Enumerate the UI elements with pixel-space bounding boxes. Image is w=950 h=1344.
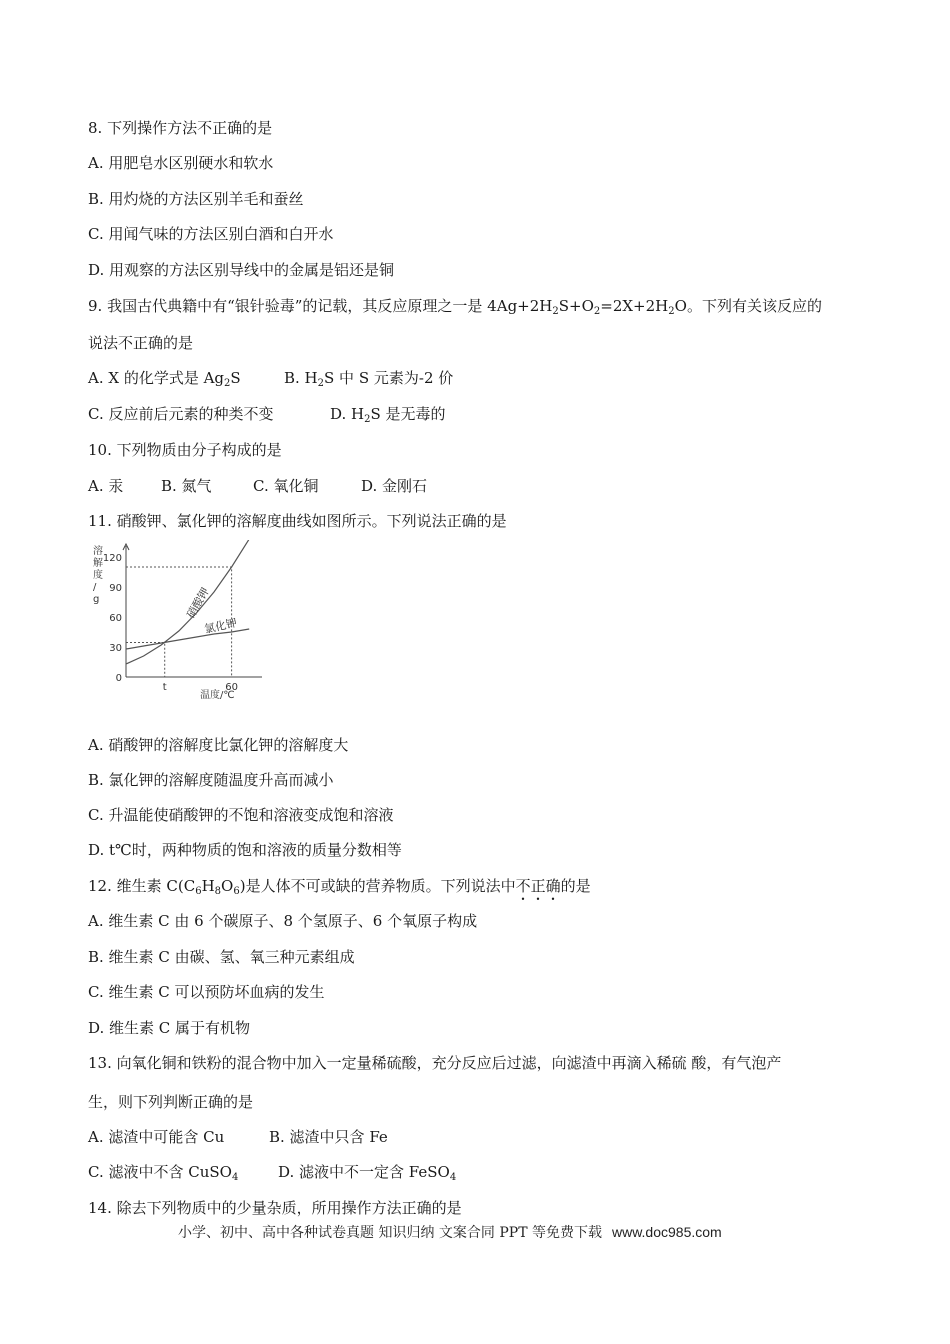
q14-stem: 14. 除去下列物质中的少量杂质，所用操作方法正确的是 xyxy=(88,1199,462,1217)
x-tick-label: t xyxy=(162,682,167,693)
series-line-potassium-chloride xyxy=(126,629,249,649)
q8-option-a: A. 用肥皂水区别硬水和软水 xyxy=(88,154,274,172)
q13-stem: 13. 向氧化铜和铁粉的混合物中加入一定量稀硫酸，充分反应后过滤，向滤渣中再滴入稀硫 酸，有气泡产 xyxy=(88,1054,782,1072)
y-tick-label: 30 xyxy=(109,643,122,654)
q9-option-c: C. 反应前后元素的种类不变 xyxy=(88,405,274,423)
q9-option-d: D. $H_2S$ 是无毒的 xyxy=(330,405,446,425)
q10-option-c: C. 氧化铜 xyxy=(253,477,319,495)
q8-option-b: B. 用灼烧的方法区别羊毛和蚕丝 xyxy=(88,190,304,208)
page-footer xyxy=(178,1222,722,1242)
q13-stem-line2: 生，则下列判断正确的是 xyxy=(88,1093,254,1111)
q10-option-b: B. 氮气 xyxy=(161,477,212,495)
y-tick-label: 90 xyxy=(109,583,122,594)
q11-option-a: A. 硝酸钾的溶解度比氯化钾的溶解度大 xyxy=(88,736,349,754)
q13-option-c: C. 滤液中不含 CuSO$_4$ xyxy=(88,1163,239,1183)
q11-stem: 11. 硝酸钾、氯化钾的溶解度曲线如图所示。下列说法正确的是 xyxy=(88,512,507,530)
q9-option-a: A. X 的化学式是 $Ag_2S$ xyxy=(88,369,241,389)
footer-url: www.doc985.com xyxy=(611,1224,722,1240)
series-label-potassium-nitrate: 硝酸钾 xyxy=(184,585,212,621)
q10-options xyxy=(88,476,870,496)
q11-option-c: C. 升温能使硝酸钾的不饱和溶液变成饱和溶液 xyxy=(88,806,394,824)
q9-stem-line2: 说法不正确的是 xyxy=(88,334,194,352)
q12-option-d: D. 维生素 C 属于有机物 xyxy=(88,1019,251,1037)
emphasis-not-correct: 不正确 xyxy=(515,877,561,895)
q13-option-a: A. 滤渣中可能含 Cu xyxy=(88,1128,225,1146)
x-tick-label: 60 xyxy=(225,682,238,693)
series-label-potassium-chloride: 氯化钾 xyxy=(203,616,239,636)
q8-option-d: D. 用观察的方法区别导线中的金属是铝还是铜 xyxy=(88,261,395,279)
y-tick-label: 0 xyxy=(115,673,122,684)
q12-stem: 12. 维生素 $C(C_6H_8O_6)$是人体不可或缺的营养物质。下列说法中不正确的是 xyxy=(88,877,591,897)
q9-options-ab xyxy=(88,368,870,388)
q10-stem: 10. 下列物质由分子构成的是 xyxy=(88,441,282,459)
q12-option-a: A. 维生素 C 由 6 个碳原子、8 个氢原子、6 个氧原子构成 xyxy=(88,912,478,930)
q11-option-b: B. 氯化钾的溶解度随温度升高而减小 xyxy=(88,771,334,789)
q8-stem: 8. 下列操作方法不正确的是 xyxy=(88,119,273,137)
x-axis-label: 温度/℃ xyxy=(200,690,235,701)
solubility-chart xyxy=(88,540,268,702)
footer-text: 小学、初中、高中各种试卷真题 知识归纳 文案合同 PPT 等免费下载 xyxy=(178,1225,602,1241)
y-tick-label: 120 xyxy=(102,553,122,564)
q10-option-a: A. 汞 xyxy=(88,477,124,495)
y-axis-label: 溶解度/ g xyxy=(93,546,103,605)
chart-series xyxy=(126,540,249,664)
q8-option-c: C. 用闻气味的方法区别白酒和白开水 xyxy=(88,225,334,243)
q13-options-ab xyxy=(88,1127,870,1147)
q13-options-cd xyxy=(88,1162,870,1182)
q10-option-d: D. 金刚石 xyxy=(361,477,428,495)
q9-option-b: B. $H_2S$ 中 S 元素为-2 价 xyxy=(284,369,454,389)
q9-stem: 9. 我国古代典籍中有“银针验毒”的记载，其反应原理之一是 $4Ag+2H_2S+O_2=2X+2H_2O$。下列有关该反应的 xyxy=(88,297,822,317)
q13-option-d: D. 滤液中不一定含 FeSO$_4$ xyxy=(278,1163,457,1183)
y-tick-label: 60 xyxy=(109,613,122,624)
q13-option-b: B. 滤渣中只含 Fe xyxy=(269,1128,388,1146)
q11-option-d: D. t℃时，两种物质的饱和溶液的质量分数相等 xyxy=(88,841,402,859)
q12-option-b: B. 维生素 C 由碳、氢、氧三种元素组成 xyxy=(88,948,355,966)
q12-option-c: C. 维生素 C 可以预防坏血病的发生 xyxy=(88,983,325,1001)
q9-options-cd xyxy=(88,404,870,424)
